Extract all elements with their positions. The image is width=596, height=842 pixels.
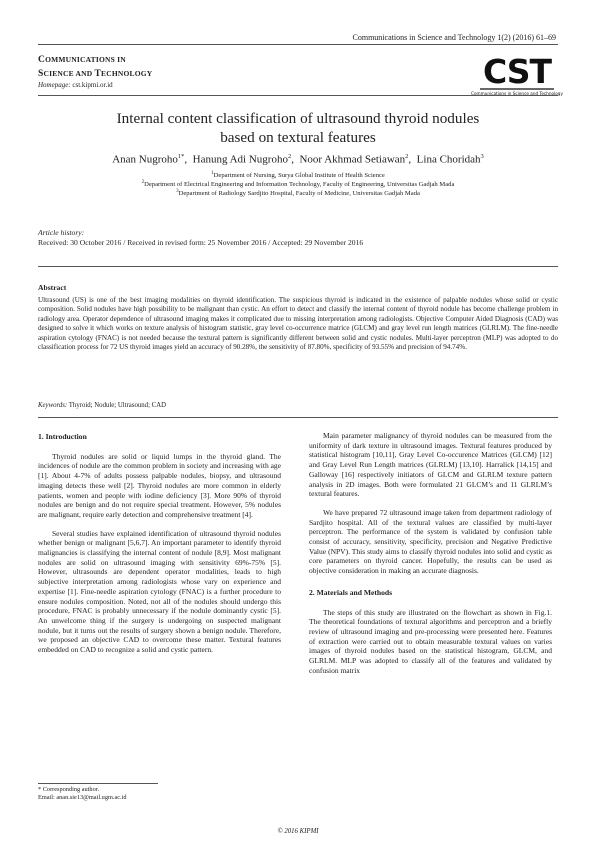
abstract-bottom-rule xyxy=(38,417,558,418)
journal-homepage: Homepage: cst.kipmi.or.id xyxy=(38,81,113,89)
history-dates: Received: 30 October 2016 / Received in revised form: 25 November 2016 / Accepted: 29 November 2016 xyxy=(38,238,364,247)
journal-name: COMMUNICATIONS IN SCIENCE AND TECHNOLOGY xyxy=(38,55,153,79)
svg-text:CST: CST xyxy=(482,52,552,91)
left-column xyxy=(38,432,281,664)
affiliation-1: $^1$Department of Nursing, Surya Global Institute of Health Science xyxy=(211,171,385,180)
history-label: Article history: xyxy=(38,228,85,237)
paragraph: The steps of this study are illustrated on the flowchart as shown in Fig.1. The theoretical foundations of textural algorithms and perceptron and a briefly review of ultrasound imaging and pre-processing were presented here. Features of extraction were carried out to obtain measurable textural values on varies images of thyroid nodules based on the statistical histogram, GLCM, and GLRLM. MLP was adopted to classify all of the features and validated by confusion matrix xyxy=(309,607,552,675)
svg-text:Communications in Science and: Communications in Science and Technology xyxy=(471,91,563,96)
abstract-top-rule xyxy=(38,266,558,267)
abstract-text: Ultrasound (US) is one of the best imaging modalities on thyroid identification. The suspicious thyroid is indicated in the existence of palpable nodules whose solid or cystic composition. Solid nodules have high possibility to be malignant than cystic. An effort to detect and classify the internal content of thyroid nodule has become challenge problem in radiology area. Operator dependence of ultrasound imaging makes it complicated due to missing interpretation among radiologists. Objective Computer Aided Diagnosis (CAD) was designed to solve it which works on texture analysis of histogram statistic, gray level co-occurrence matrice (GLCM) and gray level run length matrices (GLRLM). The fine-needle aspiration cytology (FNAC) is not needed because the textural pattern is significantly different between solid and cystic nodules. Multi-layer perceptron (MLP) was adopted to do classification process for 72 US thyroid images yield an accuracy of 90.28%, the sensitivity of 87.80%, specificity of 93.55% and precision of 94.74%. xyxy=(38,296,558,352)
author: Noor Akhmad Setiawan xyxy=(299,153,406,166)
section-heading-introduction: 1. Introduction xyxy=(38,432,87,441)
paper-title: Internal content classification of ultrasound thyroid nodules based on textural features xyxy=(116,110,480,146)
paragraph: We have prepared 72 ultrasound image taken from department radiology of Sardjito hospital. All of the textural values are classified by multi-layer perceptron. The performance of the system is validated by confusion table consist of accuracy, sensitivity, specificity, precision and Negative Predictive Value (NPV). This study aims to classify thyroid nodules into solid and cystic as core parameters on thyroid cancer. Hopefully, the results can be used as objective consideration in making an accurate diagnosis. xyxy=(309,507,552,576)
author-list: Anan Nugroho$^{1*}$, Hanung Adi Nugroho$^2$, Noor Akhmad Setiawan$^2$, Lina Choridah$^3$ xyxy=(112,153,484,166)
section-heading-methods: 2. Materials and Methods xyxy=(309,587,393,597)
header-rule xyxy=(38,44,558,45)
right-column xyxy=(309,431,552,684)
homepage-link[interactable]: cst.kipmi.or.id xyxy=(72,81,113,89)
running-head: Communications in Science and Technology 1(2) (2016) 61–69 xyxy=(352,33,556,42)
footnote-rule xyxy=(38,783,158,784)
affiliation-3: $^3$Department of Radiology Sardjito Hospital, Faculty of Medicine, Universitas Gadjah Mada xyxy=(176,189,420,198)
author: Hanung Adi Nugroho xyxy=(192,153,288,166)
keywords: Keywords: Thyroid; Nodule; Ultrasound; CAD xyxy=(38,402,167,409)
masthead-rule xyxy=(38,95,558,96)
author: Lina Choridah xyxy=(416,153,481,166)
author-email[interactable]: Email: anan.sie13@mail.ugm.ac.id xyxy=(38,794,127,801)
paragraph: Thyroid nodules are solid or liquid lumps in the thyroid gland. The incidences of nodule are the common problem in society and increasing with age [1]. About 4-7% of adults possess palpable nodules, biopsy, and ultrasound imaging detects these well [2]. Thyroid nodules are more common in elderly patients, women and people with iodine deficiency [3]. More 90% of thyroid nodules are benign and do not require special treatment. However, 5% nodules are malignant, require early detection and comprehensive treatment [4]. xyxy=(38,451,281,519)
cst-logo xyxy=(471,49,563,99)
footnote: * Corresponding author. Email: anan.sie13@mail.ugm.ac.id xyxy=(38,786,127,801)
copyright: © 2016 KIPMI xyxy=(277,828,319,835)
author: Anan Nugroho xyxy=(112,153,178,166)
paragraph: Main parameter malignancy of thyroid nodules can be measured from the uniformity of dark texture in ultrasound images. Textural features produced by statistical histogram [10,11], Gray Level Co-occurence Matrices (GLCM) [12] and Gray Level Run Length matrices (GLRLM) [13,10]. Harralick [14,15] and Galloway [16] respectively initiators of GLCM and GLRLM texture pattern analysis in 2D images. Both were formulated 21 GLCM’s and 11 GLRLM’s textural features. xyxy=(309,431,552,499)
abstract-heading: Abstract xyxy=(38,283,67,292)
affiliation-2: $^2$Department of Electrical Engineering and Information Technology, Faculty of Engineering, Universitas Gadjah Mada xyxy=(141,180,455,189)
paragraph: Several studies have explained identification of ultrasound thyroid nodules whether benign or malignant [5,6,7]. An important parameter to identify thyroid malignancies is classifying the internal content of nodule [8,9]. Most malignant nodules are solid on ultrasound imaging with sensitivity 69%-75% [5]. However, ultrasounds are dependent operator modalities, leads to high subjective interpretation among radiologists whose vary on experience and expertise [1]. Fine-needle aspiration cytology (FNAC) is a further procedure to ensure nodules composition. Noted, not all of the nodules should undergo this procedure, FNAC is probably unnecessary if the nodule dominantly cystic [5]. An unwelcome thing if the surgery is undergoing on suspected malignant nodule, but it turns out the results of surgery shown a benign nodule. Therefore, we proposed an objective CAD to overcome these matter. Textural features embedded on CAD to recognize a solid and cystic pattern. xyxy=(38,528,281,655)
